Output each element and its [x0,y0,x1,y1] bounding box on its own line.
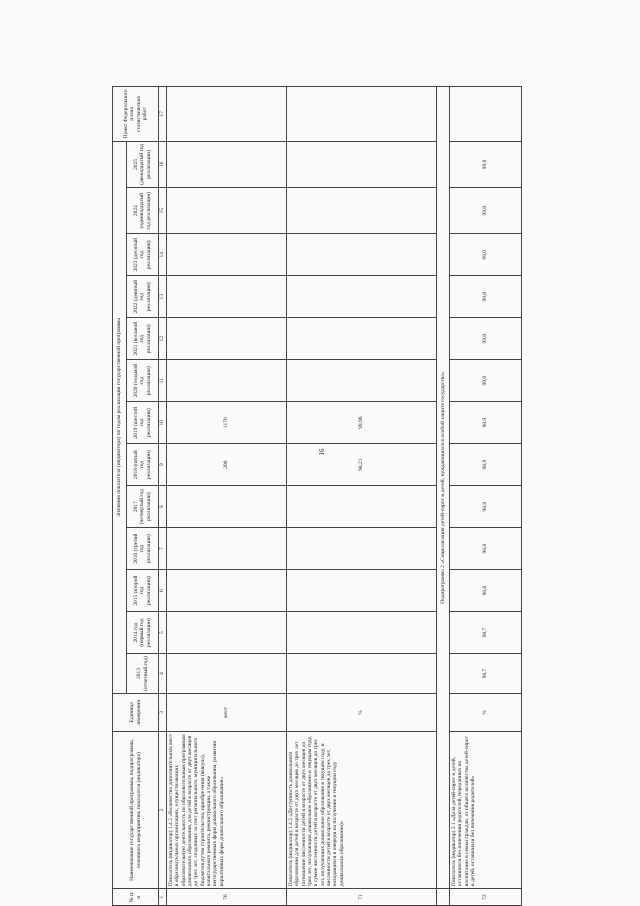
value-cell: 99,0 [450,188,522,234]
column-number-row [159,87,167,906]
column-number: 14 [159,234,167,276]
header-year: 2020 (седьмой год реализации) [127,360,159,402]
header-year: 2018 (пятый год реализации) [127,444,159,486]
indicator-name: Показатель (индикатор) 1.4.2 «Количество дополнительных мест в образовательных организациях, осуществляющих образовательную деятельность по образовательным программам дошкольного образования, для детей в возрасте от двух месяцев до трех лет, созданных за счет регионального, муниципального бюджетов путем строительства, приобретения (выкупа), капитального ремонта, реконструкции, а также негосударственных форм дошкольного образования, развития вариативных форм дошкольного образования» [167,731,287,888]
column-number: 3 [159,693,167,731]
header-year: 2015 (второй год реализации) [127,570,159,612]
header-fed-plan: Пункт Федерального плана статистических работ [113,87,159,142]
column-number: 9 [159,444,167,486]
value-cell: 99,0 [450,360,522,402]
header-year: 2023 (десятый год реализации) [127,234,159,276]
header-num: № п/п [113,889,159,906]
column-number: 1 [159,889,167,906]
value-cell [287,570,437,612]
value-cell: 99,0 [450,141,522,187]
header-unit: Единица измерения [113,693,159,731]
row-number: 70 [167,889,287,906]
column-number: 8 [159,486,167,528]
column-number: 5 [159,612,167,654]
value-cell: 98,9 [450,402,522,444]
value-cell [287,528,437,570]
fed-plan-cell [287,87,437,142]
value-cell: 1170 [167,402,287,444]
column-number: 16 [159,141,167,187]
header-year: 2019 (шестой год реализации) [127,402,159,444]
rotated-table-container [112,86,512,906]
indicator-name: Показатель (индикатор) 2.1 «Доля детей-сирот и детей, оставшихся без попечения родителей, переданных на воспитание в семьи граждан, от общего количества детей-сирот и детей, оставшихся без попечения родителей» [450,731,522,888]
column-number: 12 [159,318,167,360]
column-number: 17 [159,87,167,142]
value-cell: 99,0 [450,234,522,276]
subprogram-title: Подпрограмма 2 «Социализация детей-сирот и детей, нуждающихся в особой защите государства» [437,87,450,889]
value-cell: 99,0 [450,318,522,360]
value-cell [167,141,287,187]
value-cell [167,188,287,234]
value-cell [287,612,437,654]
value-cell [287,141,437,187]
header-year: 2021 (восьмой год реализации) [127,318,159,360]
value-cell: 98,7 [450,612,522,654]
value-cell: 200 [167,444,287,486]
header-year: 2024 (одиннадцатый год реализации) [127,188,159,234]
value-cell [287,486,437,528]
header-year: 2014 год (первый год реализации) [127,612,159,654]
subprogram-row [437,87,450,906]
value-cell [167,318,287,360]
value-cell: 98,8 [450,528,522,570]
value-cell [167,486,287,528]
value-cell: 98,8 [450,570,522,612]
header-values-group: Значения показателя (индикатора) по годам реализации государственной программы [113,141,127,693]
value-cell: 98,9 [450,444,522,486]
table-row [167,87,287,906]
header-year: 2013 (отчетный год) [127,654,159,694]
unit-cell: мест [167,693,287,731]
header-year: 2025 (двенадцатый год реализации) [127,141,159,187]
header-year: 2017 (четвертый год реализации) [127,486,159,528]
column-number: 6 [159,570,167,612]
value-cell: 98,21 [287,444,437,486]
value-cell: 98,7 [450,654,522,694]
value-cell [167,654,287,694]
header-year: 2022 (девятый год реализации) [127,276,159,318]
column-number: 10 [159,402,167,444]
value-cell [287,188,437,234]
table-row [287,87,437,906]
value-cell [167,612,287,654]
value-cell: 99,96 [287,402,437,444]
fed-plan-cell [450,87,522,142]
value-cell [167,570,287,612]
value-cell: 98,8 [450,486,522,528]
header-year: 2016 (третий год реализации) [127,528,159,570]
column-number: 4 [159,654,167,694]
value-cell [287,318,437,360]
fed-plan-cell [167,87,287,142]
value-cell [167,276,287,318]
value-cell: 99,0 [450,276,522,318]
column-number: 13 [159,276,167,318]
value-cell [167,360,287,402]
value-cell [287,276,437,318]
row-number: 71 [287,889,437,906]
unit-cell: % [450,693,522,731]
indicator-name: Показатель (индикатор) 1.4.2 «Доступность дошкольного образования для детей в возрасте от двух месяцев до трех лет (отношение численности детей в возрасте от двух месяцев до трех лет, получающих дошкольное образование в текущем году, к сумме численности детей в возрасте от двух месяцев до трех лет, получающих дошкольное образование в текущем году, и численности детей в возрасте от двух месяцев до трех лет, находящихся в очереди на получение в текущем году дошкольного образования)» [287,731,437,888]
header-name: Наименование государственной программы, подпрограммы, основного мероприятия, показателя (индикатора) [113,731,159,888]
column-number: 11 [159,360,167,402]
unit-cell: % [287,693,437,731]
table-row [450,87,522,906]
value-cell [287,360,437,402]
value-cell [287,654,437,694]
indicators-table [112,86,522,906]
value-cell [167,528,287,570]
value-cell [287,234,437,276]
row-number: 72 [450,889,522,906]
column-number: 15 [159,188,167,234]
value-cell [167,234,287,276]
column-number: 2 [159,731,167,888]
page-number: 16 [318,448,326,456]
column-number: 7 [159,528,167,570]
